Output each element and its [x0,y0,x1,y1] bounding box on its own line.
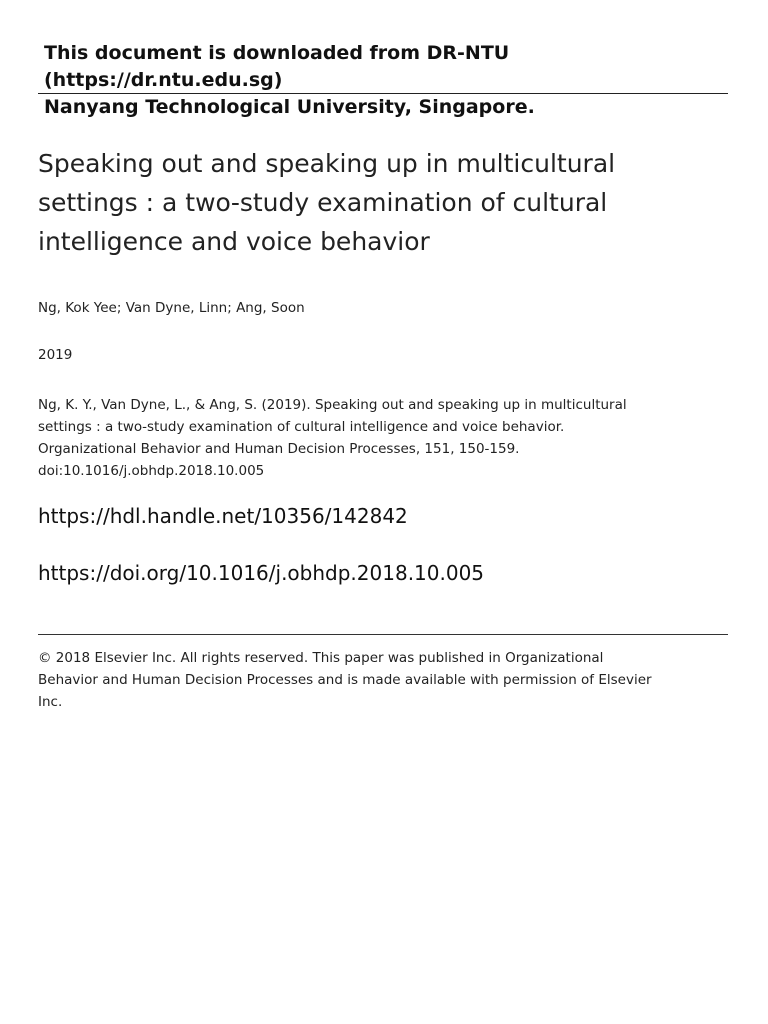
citation-line: doi:10.1016/j.obhdp.2018.10.005 [38,463,265,479]
rights-line: Inc. [38,694,63,710]
rights-line: Behavior and Human Decision Processes and is made available with permission of Elsevier [38,672,652,688]
citation-line: Ng, K. Y., Van Dyne, L., & Ang, S. (2019). Speaking out and speaking up in multicultural [38,397,627,413]
repository-header [44,40,728,121]
rights-statement [38,647,652,713]
header-line-university: Nanyang Technological University, Singapore. [44,96,535,118]
handle-link[interactable]: https://hdl.handle.net/10356/142842 [38,504,408,528]
citation-block [38,394,627,482]
header-line-repository: This document is downloaded from DR‑NTU (https://dr.ntu.edu.sg) [44,42,510,91]
doi-link[interactable]: https://doi.org/10.1016/j.obhdp.2018.10.005 [38,561,485,585]
citation-line: Organizational Behavior and Human Decision Processes, 151, 150‑159. [38,441,520,457]
document-authors: Ng, Kok Yee; Van Dyne, Linn; Ang, Soon [38,300,305,316]
header-divider [38,93,728,94]
document-title: Speaking out and speaking up in multicultural settings : a two‑study examination of cultural intelligence and voice behavior [38,149,616,256]
document-year: 2019 [38,347,73,363]
citation-line: settings : a two‑study examination of cultural intelligence and voice behavior. [38,419,565,435]
rights-divider [38,634,728,635]
rights-line: © 2018 Elsevier Inc. All rights reserved. This paper was published in Organizational [38,650,604,666]
